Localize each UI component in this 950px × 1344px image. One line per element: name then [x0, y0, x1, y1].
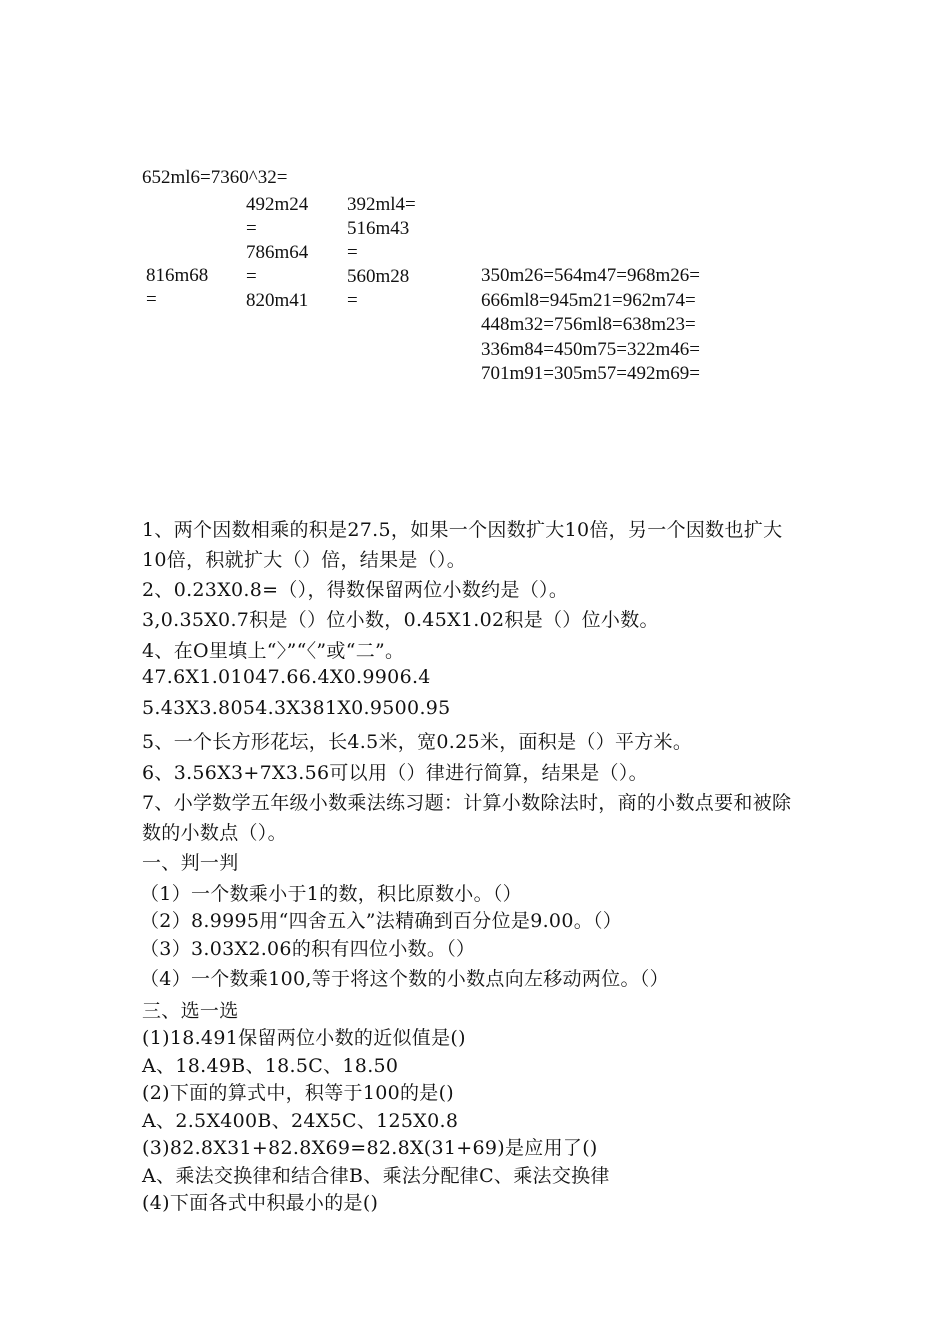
calc-column-3 [347, 193, 416, 313]
question-7-line-1: 7、小学数学五年级小数乘法练习题：计算小数除法时，商的小数点要和被除 [142, 792, 792, 814]
question-1-line-1: 1、两个因数相乘的积是27.5，如果一个因数扩大10倍，另一个因数也扩大 [142, 519, 783, 541]
calc-row: 336m84=450m75=322m46= [481, 338, 700, 360]
calc-cell: 560m28 [347, 266, 410, 287]
choose-question-1: (1)18.491保留两位小数的近似值是() [142, 1027, 466, 1049]
calc-cell: 816m68 [146, 265, 209, 286]
calc-row: 701m91=305m57=492m69= [481, 363, 700, 384]
calc-row: 448m32=756ml8=638m23= [481, 314, 696, 335]
question-7-line-2: 数的小数点（）。 [142, 822, 287, 844]
judge-item-4: （4）一个数乘100,等于将这个数的小数点向左移动两位。（） [140, 968, 669, 990]
choose-heading: 三、选一选 [142, 1000, 239, 1022]
calc-row: 666ml8=945m21=962m74= [481, 289, 696, 311]
calc-cell: 492m24 [246, 194, 309, 215]
calc-line-1: 652ml6=7360^32= [142, 167, 288, 188]
judge-item-3: （3）3.03X2.06的积有四位小数。（） [140, 938, 476, 960]
judge-item-2: （2）8.9995用“四舍五入”法精确到百分位是9.00。（） [140, 910, 623, 932]
question-2: 2、0.23X0.8=（），得数保留两位小数约是（）。 [142, 579, 569, 601]
choose-question-4: (4)下面各式中积最小的是() [142, 1192, 379, 1214]
question-6: 6、3.56X3+7X3.56可以用（）律进行简算，结果是（）。 [142, 762, 648, 784]
choose-options-3: A、乘法交换律和结合律B、乘法分配律C、乘法交换律 [142, 1165, 610, 1187]
calc-cell: = [246, 266, 257, 287]
question-4-row-a: 47.6X1.01047.66.4X0.9906.4 [142, 666, 431, 688]
calc-cell: = [347, 242, 358, 263]
calc-cell: 820m41 [246, 290, 309, 311]
question-3: 3,0.35X0.7积是（）位小数，0.45X1.02积是（）位小数。 [142, 609, 659, 631]
calc-column-2 [246, 193, 308, 313]
calc-cell: 516m43 [347, 218, 410, 239]
choose-question-2: (2)下面的算式中，积等于100的是() [142, 1082, 455, 1104]
calc-column-1 [146, 264, 208, 312]
choose-question-3: (3)82.8X31+82.8X69=82.8X(31+69)是应用了() [142, 1137, 598, 1159]
calc-column-4 [481, 264, 700, 387]
choose-options-2: A、2.5X400B、24X5C、125X0.8 [142, 1110, 459, 1132]
choose-options-1: A、18.49B、18.5C、18.50 [142, 1055, 399, 1077]
calc-cell: 392ml4= [347, 194, 416, 215]
calc-cell: = [146, 289, 157, 310]
calc-cell: 786m64 [246, 242, 309, 263]
question-5: 5、一个长方形花坛，长4.5米，宽0.25米，面积是（）平方米。 [142, 731, 693, 753]
judge-heading: 一、判一判 [142, 852, 239, 874]
calc-row: 350m26=564m47=968m26= [481, 265, 700, 286]
calc-cell: = [246, 218, 257, 239]
question-4-row-b: 5.43X3.8054.3X381X0.9500.95 [142, 697, 451, 719]
calc-cell: = [347, 290, 358, 311]
question-4: 4、在O里填上“〉”“〈”或“二”。 [142, 640, 405, 662]
judge-item-1: （1）一个数乘小于1的数，积比原数小。（） [140, 883, 522, 905]
question-1-line-2: 10倍，积就扩大（）倍，结果是（）。 [142, 549, 467, 571]
